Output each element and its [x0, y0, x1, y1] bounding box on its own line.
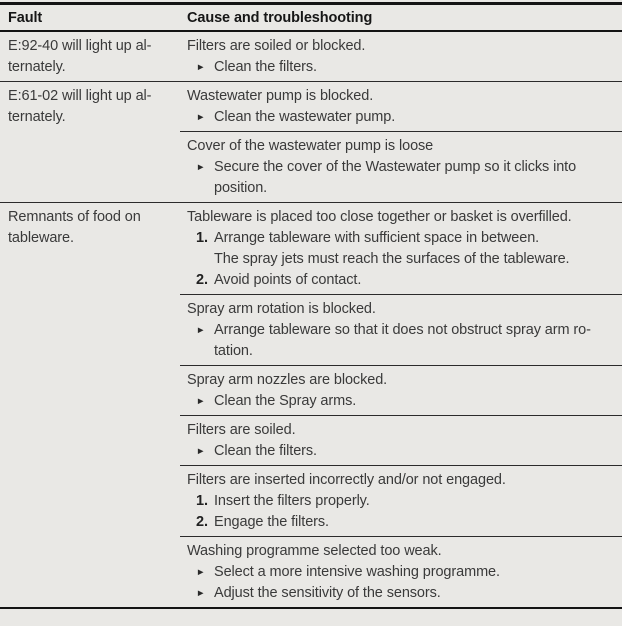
troubleshooting-step [187, 157, 618, 199]
step-text [214, 320, 618, 362]
step-text-line: Clean the wastewater pump. [214, 109, 396, 125]
arrow-bullet-icon: ► [196, 112, 206, 123]
cause-block [180, 294, 622, 365]
cause-text-line: Wastewater pump is blocked. [187, 88, 374, 104]
step-text [214, 391, 618, 412]
step-text-line: position. [214, 180, 268, 196]
step-text-line: The spray jets must reach the surfaces of the tableware. [214, 251, 570, 267]
cause-block [180, 32, 622, 81]
cause-block [180, 131, 622, 202]
cause-cell [180, 203, 622, 607]
troubleshooting-step [187, 562, 618, 583]
step-text [214, 562, 618, 583]
troubleshooting-step [187, 228, 618, 270]
step-text [214, 583, 618, 604]
troubleshooting-step [187, 270, 618, 291]
troubleshooting-step [187, 57, 618, 78]
table-body [0, 32, 622, 609]
cause-block [180, 536, 622, 607]
cause-text-line: Spray arm rotation is blocked. [187, 301, 376, 317]
arrow-bullet-icon: ► [196, 396, 206, 407]
step-text [214, 270, 618, 291]
step-text [214, 57, 618, 78]
step-text-line: Insert the filters properly. [214, 493, 370, 509]
step-text [214, 228, 618, 270]
fault-cell [0, 32, 180, 81]
cause-cell [180, 32, 622, 81]
step-number: 2. [196, 272, 208, 288]
table-row [0, 203, 622, 609]
step-text-line: Clean the Spray arms. [214, 393, 357, 409]
fault-text-line: E:61-02 will light up al- [8, 88, 152, 104]
troubleshooting-step [187, 320, 618, 362]
step-text [214, 491, 618, 512]
step-text [214, 157, 618, 199]
step-text-line: Select a more intensive washing programme. [214, 564, 500, 580]
arrow-bullet-icon: ► [196, 446, 206, 457]
fault-text-line: ternately. [8, 109, 66, 125]
cause-block [180, 365, 622, 415]
fault-cell [0, 203, 180, 607]
step-text-line: Avoid points of contact. [214, 272, 362, 288]
fault-text-line: E:92-40 will light up al- [8, 38, 152, 54]
fault-text-line: Remnants of food on [8, 209, 141, 225]
cause-block [180, 203, 622, 294]
step-text-line: tation. [214, 343, 253, 359]
step-text [214, 107, 618, 128]
cause-text-line: Filters are soiled or blocked. [187, 38, 366, 54]
cause-text-line: Spray arm nozzles are blocked. [187, 372, 388, 388]
step-text [214, 441, 618, 462]
troubleshooting-step [187, 491, 618, 512]
step-text [214, 512, 618, 533]
cause-cell [180, 82, 622, 202]
step-text-line: Adjust the sensitivity of the sensors. [214, 585, 441, 601]
troubleshooting-step [187, 107, 618, 128]
cause-text-line: Cover of the wastewater pump is loose [187, 138, 434, 154]
cause-block [180, 465, 622, 536]
step-number: 1. [196, 493, 208, 509]
fault-text-line: tableware. [8, 230, 74, 246]
column-header-fault: Fault [8, 10, 43, 26]
cause-text-line: Washing programme selected too weak. [187, 543, 442, 559]
troubleshooting-step [187, 441, 618, 462]
arrow-bullet-icon: ► [196, 325, 206, 336]
troubleshooting-step [187, 391, 618, 412]
step-text-line: Clean the filters. [214, 59, 317, 75]
step-text-line: Engage the filters. [214, 514, 329, 530]
arrow-bullet-icon: ► [196, 567, 206, 578]
cause-block [180, 82, 622, 131]
column-header-cause: Cause and troubleshooting [187, 10, 373, 26]
step-text-line: Arrange tableware with sufficient space in between. [214, 230, 540, 246]
troubleshooting-step [187, 512, 618, 533]
cause-text-line: Filters are inserted incorrectly and/or not engaged. [187, 472, 506, 488]
cause-text-line: Filters are soiled. [187, 422, 296, 438]
table-header-row [0, 5, 622, 32]
arrow-bullet-icon: ► [196, 62, 206, 73]
step-number: 1. [196, 230, 208, 246]
step-text-line: Clean the filters. [214, 443, 317, 459]
fault-text-line: ternately. [8, 59, 66, 75]
cause-block [180, 415, 622, 465]
table-row [0, 82, 622, 203]
arrow-bullet-icon: ► [196, 588, 206, 599]
troubleshooting-table [0, 2, 622, 609]
cause-text-line: Tableware is placed too close together or basket is overfilled. [187, 209, 572, 225]
step-number: 2. [196, 514, 208, 530]
step-text-line: Arrange tableware so that it does not obstruct spray arm ro- [214, 322, 591, 338]
arrow-bullet-icon: ► [196, 162, 206, 173]
troubleshooting-step [187, 583, 618, 604]
fault-cell [0, 82, 180, 202]
table-row [0, 32, 622, 82]
step-text-line: Secure the cover of the Wastewater pump so it clicks into [214, 159, 577, 175]
